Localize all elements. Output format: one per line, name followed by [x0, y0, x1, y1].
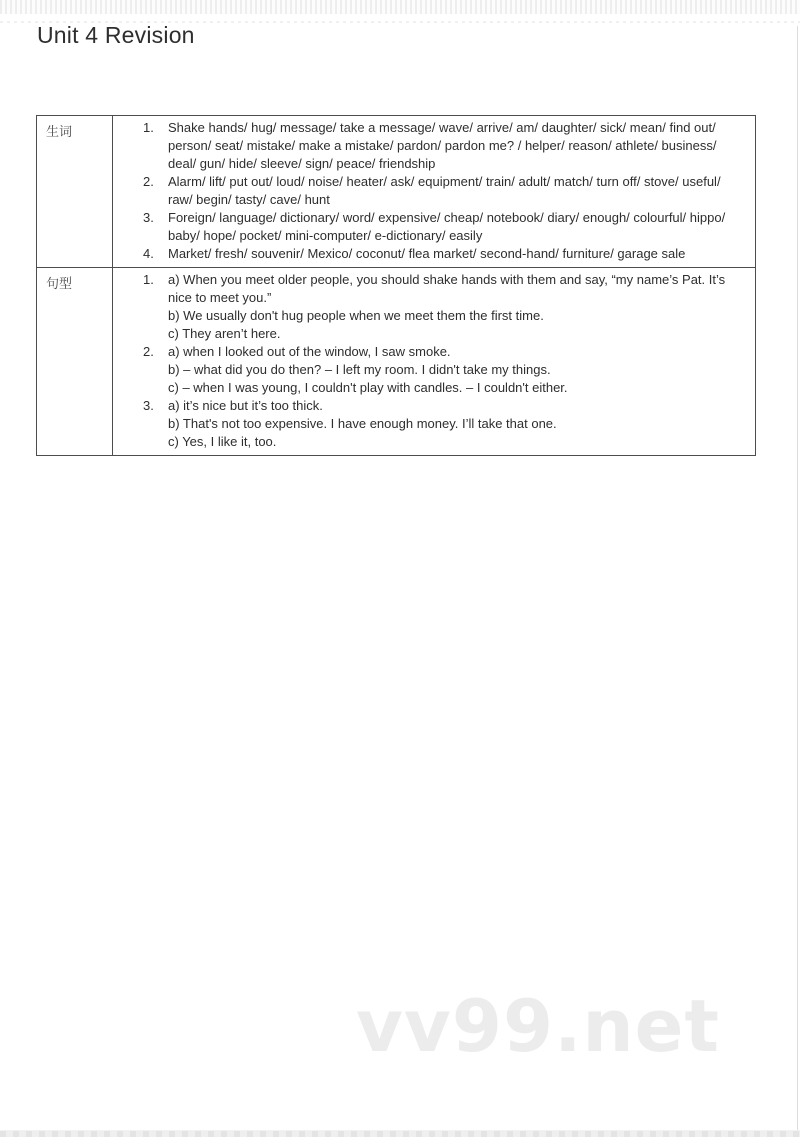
sentence-line: a) it’s nice but it’s too thick.: [168, 398, 323, 413]
list-item-number: 2.: [143, 174, 154, 189]
list-item-number: 1.: [143, 120, 154, 135]
sentence-line: c) – when I was young, I couldn't play with candles. – I couldn't either.: [168, 380, 568, 395]
sentence-line: b) – what did you do then? – I left my room. I didn't take my things.: [168, 362, 551, 377]
list-item: [113, 271, 749, 343]
revision-table: [36, 115, 756, 456]
list-item-text: Foreign/ language/ dictionary/ word/ expensive/ cheap/ notebook/ diary/ enough/ colourful/ hippo/ baby/ hope/ pocket/ mini-computer/ e-dictionary/ easily: [168, 210, 726, 243]
sentence-line: c) Yes, I like it, too.: [168, 434, 277, 449]
list-item: [113, 397, 749, 451]
list-item-text: Market/ fresh/ souvenir/ Mexico/ coconut/ flea market/ second-hand/ furniture/ garage sale: [168, 246, 686, 261]
list-item-number: 1.: [143, 272, 154, 287]
list-item-number: 3.: [143, 398, 154, 413]
sentence-line: b) That's not too expensive. I have enough money. I’ll take that one.: [168, 416, 557, 431]
list-item-number: 2.: [143, 344, 154, 359]
vocabulary-content-cell: [113, 116, 755, 267]
scan-bottom-edge-band: [0, 1130, 800, 1137]
list-item: [113, 245, 749, 263]
sentence-line: b) We usually don't hug people when we meet them the first time.: [168, 308, 544, 323]
sentence-patterns-content-cell: [113, 268, 755, 455]
list-item-text: Shake hands/ hug/ message/ take a message/ wave/ arrive/ am/ daughter/ sick/ mean/ find out/ person/ seat/ mistake/ make a mistake/ pardon/ pardon me? / helper/ reason/ athlete/ business/ deal/ gun/ hide/ sleeve/ sign/ peace/ friendship: [168, 120, 717, 171]
table-row-sentence-patterns: [37, 267, 755, 455]
scan-perforation-top: [0, 0, 800, 14]
list-item-lines: [168, 397, 749, 451]
list-item-lines: [168, 271, 749, 343]
scan-right-edge-line: [797, 26, 798, 1137]
row-label-vocabulary: 生词: [37, 116, 113, 267]
list-item-text: Alarm/ lift/ put out/ loud/ noise/ heater/ ask/ equipment/ train/ adult/ match/ turn off/ stove/ useful/ raw/ begin/ tasty/ cave/ hunt: [168, 174, 721, 207]
sentence-line: a) When you meet older people, you should shake hands with them and say, “my name’s Pat. It’s nice to meet you.”: [168, 272, 726, 305]
sentence-line: a) when I looked out of the window, I saw smoke.: [168, 344, 451, 359]
table-row-vocabulary: [37, 116, 755, 267]
list-item-number: 4.: [143, 246, 154, 261]
page-title: Unit 4 Revision: [37, 22, 195, 48]
list-item-number: 3.: [143, 210, 154, 225]
sentence-line: c) They aren’t here.: [168, 326, 281, 341]
list-item: [113, 343, 749, 397]
list-item: [113, 173, 749, 209]
row-label-sentence-patterns: 句型: [37, 268, 113, 455]
list-item: [113, 209, 749, 245]
watermark: vv99.net: [356, 984, 720, 1068]
list-item: [113, 119, 749, 173]
list-item-lines: [168, 343, 749, 397]
